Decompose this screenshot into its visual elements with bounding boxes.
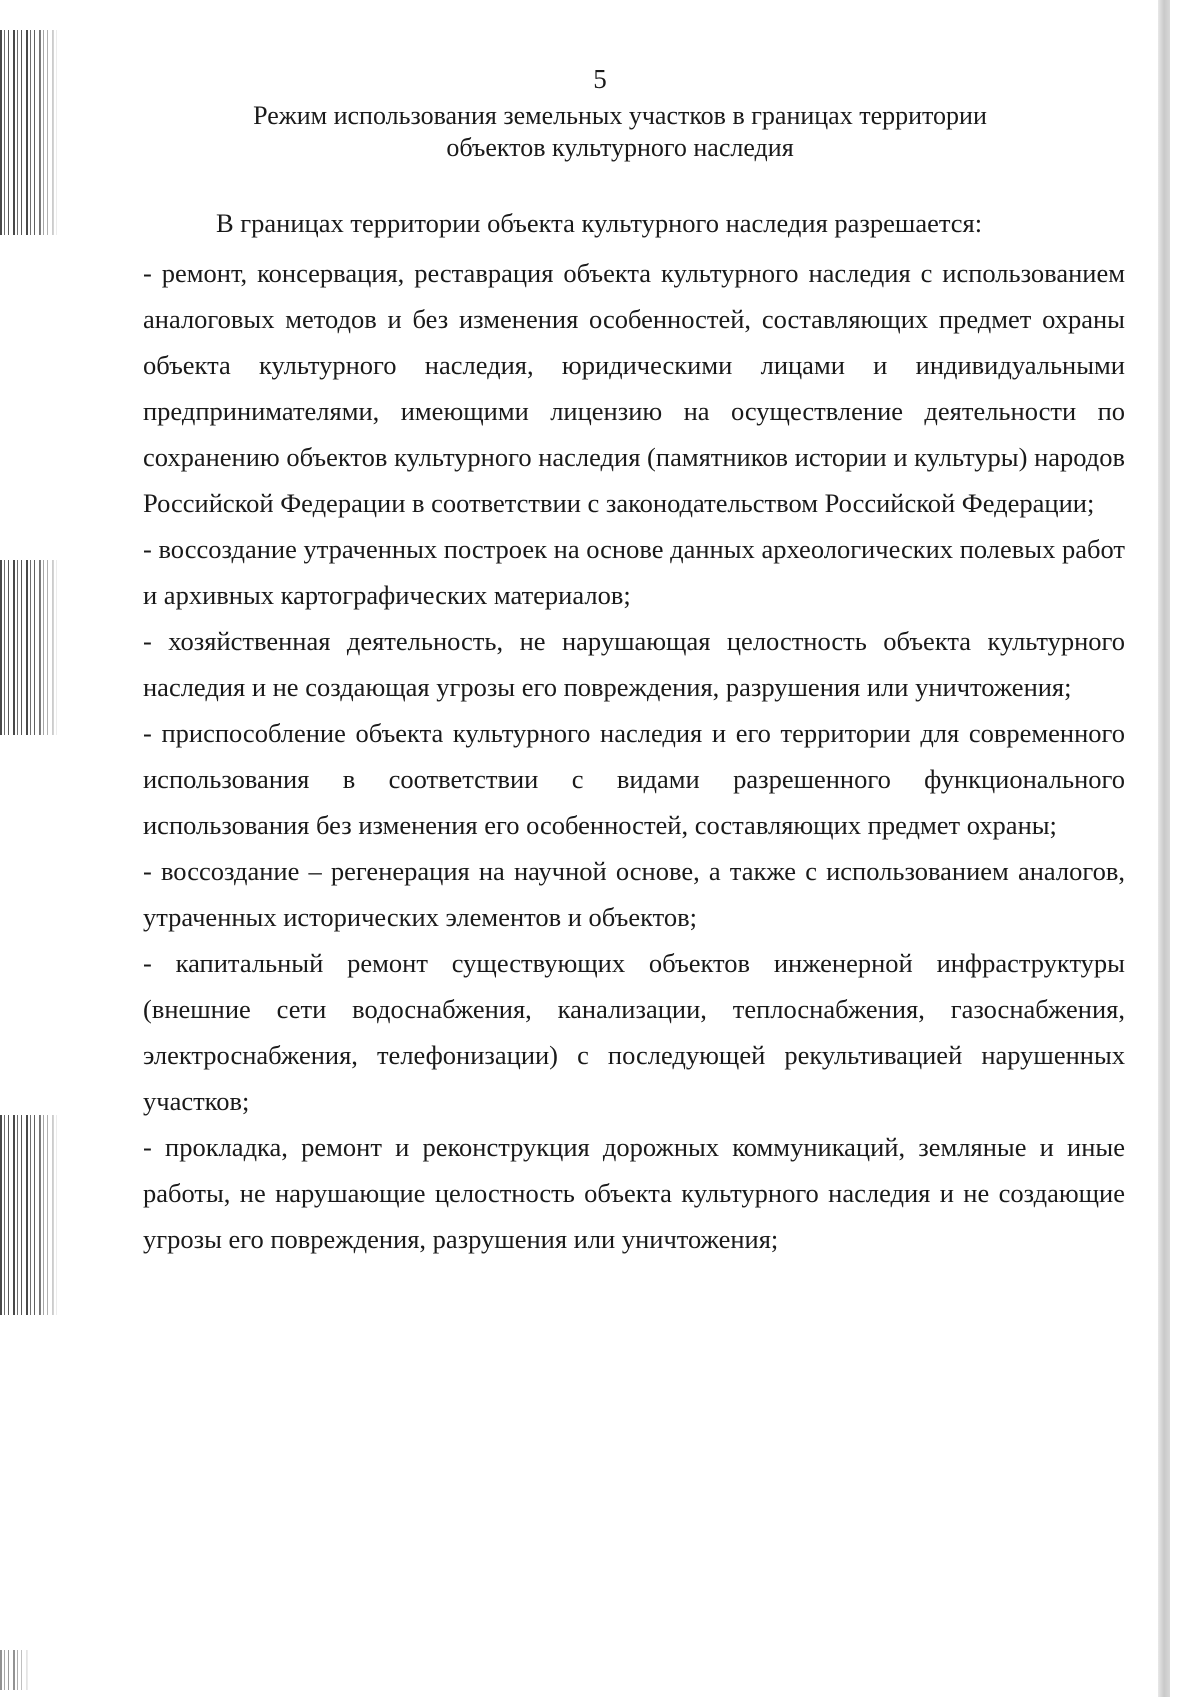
- scan-artifact: [0, 1650, 30, 1690]
- list-item: - хозяйственная деятельность, не нарушающая целостность объекта культурного наследия и не создающая угрозы его повреждения, разрушения или уничтожения;: [143, 626, 1125, 702]
- heading-line: Режим использования земельных участков в границах территории: [253, 101, 987, 130]
- list-item: - прокладка, ремонт и реконструкция дорожных коммуникаций, земляные и иные работы, не нарушающие целостность объекта культурного наследия и не создающие угрозы его повреждения, разрушения или уничтожения;: [143, 1132, 1125, 1254]
- intro-paragraph: В границах территории объекта культурного наследия разрешается:: [216, 208, 983, 238]
- section-heading: [150, 100, 1090, 164]
- list-item: - капитальный ремонт существующих объектов инженерной инфраструктуры (внешние сети водоснабжения, канализации, теплоснабжения, газоснабжения, электроснабжения, телефонизации) с последующей рекультивацией нарушенных участков;: [143, 948, 1125, 1116]
- scan-edge: [1158, 0, 1170, 1697]
- page-number: 5: [593, 64, 607, 94]
- list-item: - воссоздание утраченных построек на основе данных археологических полевых работ и архивных картографических материалов;: [143, 534, 1125, 610]
- scan-artifact: [0, 30, 60, 235]
- list-item: - воссоздание – регенерация на научной основе, а также с использованием аналогов, утраченных исторических элементов и объектов;: [143, 856, 1125, 932]
- list-item: - ремонт, консервация, реставрация объекта культурного наследия с использованием аналоговых методов и без изменения особенностей, составляющих предмет охраны объекта культурного наследия, юридическими лицами и индивидуальными предпринимателями, имеющими лицензию на осуществление деятельности по сохранению объектов культурного наследия (памятников истории и культуры) народов Российской Федерации в соответствии с законодательством Российской Федерации;: [143, 258, 1125, 518]
- list-item: - приспособление объекта культурного наследия и его территории для современного использования в соответствии с видами разрешенного функционального использования без изменения его особенностей, составляющих предмет охраны;: [143, 718, 1125, 840]
- document-body: [143, 200, 1125, 1262]
- scan-artifact: [0, 560, 60, 735]
- scan-artifact: [0, 1115, 60, 1315]
- heading-line: объектов культурного наследия: [446, 133, 794, 162]
